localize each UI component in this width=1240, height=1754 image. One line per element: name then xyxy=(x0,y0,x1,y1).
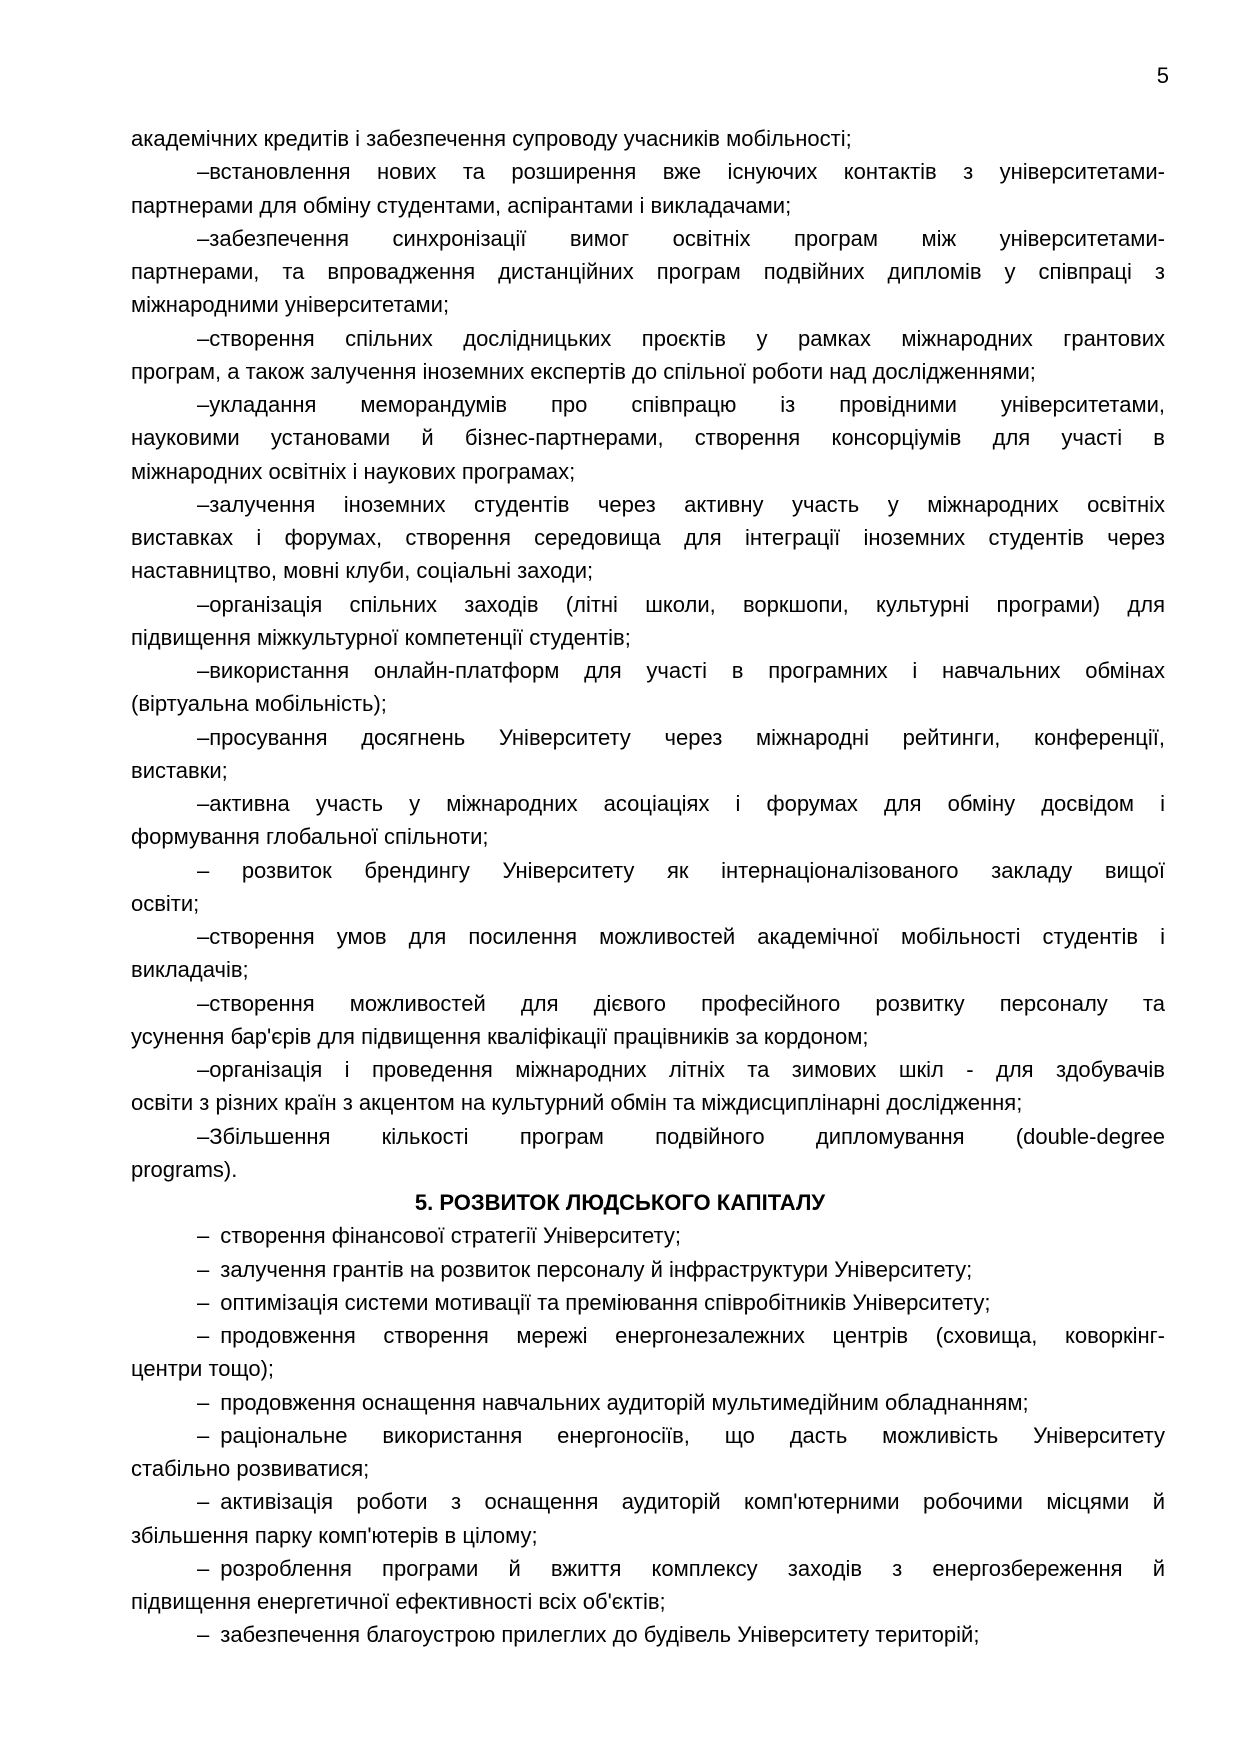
text-line: науковими установами й бізнес-партнерами, створення консорціумів для участі в xyxy=(131,425,1165,451)
text-line: програм, а також залучення іноземних експертів до спільної роботи над дослідженнями; xyxy=(131,358,1036,384)
page-number: 5 xyxy=(1156,63,1169,88)
text-line: –укладання меморандумів про співпрацю із провідними університетами, xyxy=(197,392,1165,417)
paragraph xyxy=(131,122,1165,155)
list-item xyxy=(131,1618,1165,1651)
text-line: –організація спільних заходів (літні школи, воркшопи, культурні програми) для xyxy=(197,591,1165,617)
text-line: –активна участь у міжнародних асоціаціях і форумах для обміну досвідом і xyxy=(197,791,1165,816)
text-line: – продовження оснащення навчальних аудиторій мультимедійним обладнанням; xyxy=(197,1389,1029,1415)
paragraph xyxy=(131,1053,1165,1120)
text-line: партнерами, та впровадження дистанційних програм подвійних дипломів у співпраці з xyxy=(131,259,1165,284)
text-line: підвищення енергетичної ефективності всіх об'єктів; xyxy=(131,1589,666,1614)
list-item xyxy=(131,1552,1165,1619)
paragraph xyxy=(131,322,1165,389)
paragraph xyxy=(131,388,1165,488)
text-line: 5. РОЗВИТОК ЛЮДСЬКОГО КАПІТАЛУ xyxy=(414,1190,826,1215)
paragraph xyxy=(131,987,1165,1054)
text-line: – розроблення програми й вжиття комплексу заходів з енергозбереження й xyxy=(197,1555,1165,1581)
text-line: – раціональне використання енергоносіїв, що дасть можливість Університету xyxy=(197,1422,1165,1448)
text-line: –створення можливостей для дієвого професійного розвитку персоналу та xyxy=(197,990,1165,1016)
text-line: стабільно розвиватися; xyxy=(131,1456,370,1481)
text-line: формування глобальної спільноти; xyxy=(131,824,489,850)
text-line: – активізація роботи з оснащення аудиторій комп'ютерними робочими місцями й xyxy=(197,1489,1165,1515)
text-line: збільшення парку комп'ютерів в цілому; xyxy=(131,1522,538,1548)
text-line: викладачів; xyxy=(131,957,249,983)
text-line: міжнародними університетами; xyxy=(131,292,450,318)
document-body xyxy=(131,122,1165,1652)
paragraph xyxy=(131,222,1165,322)
paragraph xyxy=(131,588,1165,655)
list-item xyxy=(131,1253,1165,1286)
list-item xyxy=(131,1319,1165,1386)
text-line: –просування досягнень Університету через міжнародні рейтинги, конференції, xyxy=(197,724,1165,750)
text-line: – створення фінансової стратегії Університету; xyxy=(197,1223,681,1249)
text-line: виставках і форумах, створення середовища для інтеграції іноземних студентів через xyxy=(131,525,1165,550)
list-item xyxy=(131,1386,1165,1419)
paragraph xyxy=(131,155,1165,222)
paragraph xyxy=(131,488,1165,588)
list-item xyxy=(131,1286,1165,1319)
text-line: міжнародних освітніх і наукових програмах; xyxy=(131,458,576,484)
text-line: освіти; xyxy=(131,890,200,916)
paragraph xyxy=(131,721,1165,788)
text-line: programs). xyxy=(131,1156,238,1182)
paragraph xyxy=(131,787,1165,854)
text-line: –встановлення нових та розширення вже існуючих контактів з університетами- xyxy=(197,159,1165,185)
paragraph xyxy=(131,854,1165,921)
text-line: –створення умов для посилення можливостей академічної мобільності студентів і xyxy=(197,924,1165,949)
text-line: – залучення грантів на розвиток персоналу й інфраструктури Університету; xyxy=(197,1256,973,1282)
text-line: наставництво, мовні клуби, соціальні заходи; xyxy=(131,558,594,584)
text-line: – розвиток брендингу Університету як інтернаціоналізованого закладу вищої xyxy=(197,857,1165,883)
paragraph xyxy=(131,654,1165,721)
text-line: – оптимізація системи мотивації та преміювання співробітників Університету; xyxy=(197,1289,991,1315)
text-line: центри тощо); xyxy=(131,1356,275,1382)
text-line: усунення бар'єрів для підвищення кваліфікації працівників за кордоном; xyxy=(131,1023,869,1049)
paragraph xyxy=(131,1120,1165,1187)
text-line: (віртуальна мобільність); xyxy=(131,691,387,717)
text-line: –забезпечення синхронізації вимог освітніх програм між університетами- xyxy=(197,225,1165,251)
paragraph xyxy=(131,920,1165,987)
list-item xyxy=(131,1485,1165,1552)
text-line: –організація і проведення міжнародних літніх та зимових шкіл - для здобувачів xyxy=(197,1057,1165,1082)
text-line: –використання онлайн-платформ для участі в програмних і навчальних обмінах xyxy=(197,658,1165,683)
list-item xyxy=(131,1219,1165,1252)
text-line: –залучення іноземних студентів через активну участь у міжнародних освітніх xyxy=(197,491,1165,517)
text-line: освіти з різних країн з акцентом на культурний обмін та міждисциплінарні дослідження; xyxy=(131,1090,1023,1116)
text-line: партнерами для обміну студентами, аспірантами і викладачами; xyxy=(131,192,792,218)
section-heading xyxy=(131,1186,1165,1219)
text-line: академічних кредитів і забезпечення супроводу учасників мобільності; xyxy=(131,126,852,151)
text-line: –створення спільних дослідницьких проєктів у рамках міжнародних грантових xyxy=(197,325,1165,351)
text-line: виставки; xyxy=(131,757,228,783)
text-line: – продовження створення мережі енергонезалежних центрів (сховища, коворкінг- xyxy=(197,1323,1165,1348)
text-line: підвищення міжкультурної компетенції студентів; xyxy=(131,624,631,650)
text-line: – забезпечення благоустрою прилеглих до будівель Університету територій; xyxy=(197,1622,980,1648)
text-line: –Збільшення кількості програм подвійного дипломування (double-degree xyxy=(197,1123,1165,1149)
list-item xyxy=(131,1419,1165,1486)
